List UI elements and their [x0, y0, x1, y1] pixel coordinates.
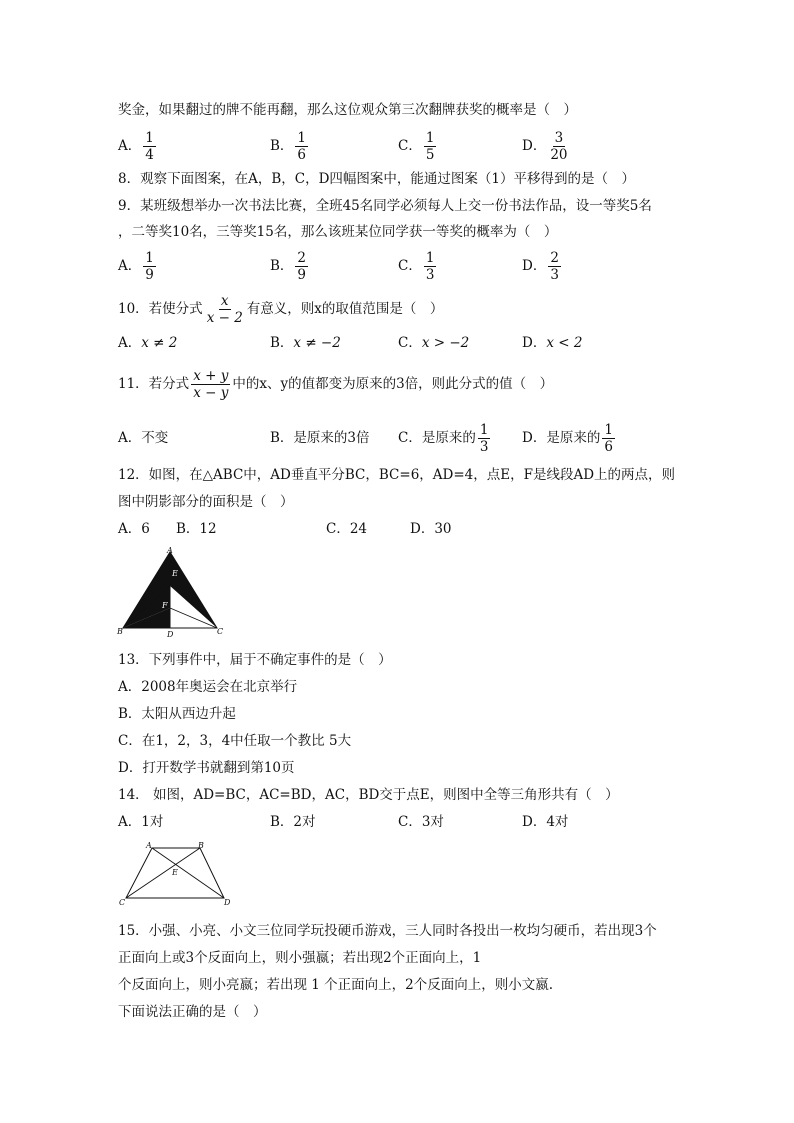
q10-option-c[interactable]: C．x > −2 [398, 335, 470, 351]
q9-option-d[interactable]: D． $\frac{2}{3}$ [522, 249, 559, 283]
q14-line1: 14． 如图，AD=BC，AC=BD，AC，BD交于点E，则图中全等三角形共有（ ） [118, 787, 619, 803]
fraction: $\frac{x}{x - 2}$ [206, 292, 243, 326]
label-c: C [119, 898, 126, 906]
q15-line4: 下面说法正确的是（ ） [118, 1004, 267, 1020]
label-d: D [167, 630, 174, 638]
q13-option-c[interactable]: C．在1，2，3，4中任取一个教比 5大 [118, 733, 352, 749]
q9-line2: ，二等奖10名，三等奖15名，那么该班某位同学获一等奖的概率为（ ） [118, 224, 558, 240]
q9-option-a[interactable]: A． $\frac{1}{9}$ [118, 249, 154, 283]
q7-option-c[interactable]: C． $\frac{1}{5}$ [398, 129, 435, 163]
q14-option-b[interactable]: B．2对 [270, 814, 316, 830]
q8-line1: 8．观察下面图案，在A，B，C，D四幅图案中，能通过图案（1）平移得到的是（ ） [118, 171, 636, 187]
q12-triangle-figure [116, 546, 224, 638]
q11-option-d[interactable]: D．是原来的 $\frac{1}{6}$ [522, 421, 613, 455]
q14-option-a[interactable]: A．1对 [118, 814, 164, 830]
label-a: A [146, 841, 152, 850]
label-e: E [172, 569, 178, 578]
q7-option-a[interactable]: A． $\frac{1}{4}$ [118, 129, 154, 163]
q10-option-d[interactable]: D．x < 2 [522, 335, 583, 351]
q7-option-d[interactable]: D． $\frac{3}{20}$ [522, 129, 568, 163]
q15-line2: 正面向上或3个反面向上，则小强嬴；若出现2个正面向上，1 [118, 950, 482, 966]
q7-line1: 奖金，如果翻过的牌不能再翻，那么这位观众第三次翻牌获奖的概率是（ ） [118, 102, 577, 118]
q15-line1: 15．小强、小亮、小文三位同学玩投硬币游戏，三人同时各投出一枚均匀硬币，若出现3个 [118, 923, 657, 939]
q12-line1: 12．如图，在△ABC中，AD垂直平分BC，BC=6，AD=4，点E，F是线段AD上的两点，则 [118, 467, 676, 483]
label-b: B [198, 841, 204, 850]
q14-option-c[interactable]: C．3对 [398, 814, 444, 830]
q12-line2: 图中阴影部分的面积是（ ） [118, 494, 294, 510]
fraction: $\frac{1}{5}$ [425, 129, 435, 163]
fraction: $\frac{x + y}{x - y}$ [193, 367, 229, 401]
fraction: $\frac{3}{20}$ [550, 129, 568, 163]
label-b: B [117, 627, 123, 636]
label-e: E [172, 868, 178, 877]
q11-option-b[interactable]: B．是原来的3倍 [270, 430, 370, 446]
q11-option-c[interactable]: C．是原来的 $\frac{1}{3}$ [398, 421, 489, 455]
q9-option-c[interactable]: C． $\frac{1}{3}$ [398, 249, 435, 283]
label-c: C [217, 627, 224, 636]
q13-option-b[interactable]: B．太阳从西边升起 [118, 706, 236, 722]
q9-option-b[interactable]: B． $\frac{2}{9}$ [270, 249, 307, 283]
q15-line3: 个反面向上，则小亮嬴；若出现 1 个正面向上，2个反面向上，则小文嬴. [118, 977, 554, 993]
q13-option-a[interactable]: A．2008年奥运会在北京举行 [118, 679, 298, 695]
q14-trapezoid-figure [116, 840, 234, 906]
fraction: $\frac{1}{3}$ [425, 249, 435, 283]
q10-option-b[interactable]: B．x ≠ −2 [270, 335, 341, 351]
label-f: F [162, 601, 168, 610]
fraction: $\frac{1}{6}$ [604, 421, 613, 455]
q12-option-a[interactable]: A．6 [118, 521, 150, 537]
q11-option-a[interactable]: A．不变 [118, 430, 169, 446]
fraction: $\frac{2}{9}$ [297, 249, 307, 283]
label-a: A [167, 546, 173, 555]
q12-option-b[interactable]: B．12 [176, 521, 217, 537]
q13-option-d[interactable]: D．打开数学书就翻到第10页 [118, 760, 295, 776]
q12-option-c[interactable]: C．24 [326, 521, 368, 537]
q13-line1: 13．下列事件中，届于不确定事件的是（ ） [118, 652, 392, 668]
q14-option-d[interactable]: D．4对 [522, 814, 569, 830]
fraction: $\frac{1}{9}$ [145, 249, 154, 283]
fraction: $\frac{1}{3}$ [479, 421, 489, 455]
fraction: $\frac{2}{3}$ [550, 249, 559, 283]
q10-option-a[interactable]: A．x ≠ 2 [118, 335, 178, 351]
q9-line1: 9．某班级想举办一次书法比赛，全班45名同学必须每人上交一份书法作品，设一等奖5名 [118, 198, 652, 214]
fraction: $\frac{1}{6}$ [297, 129, 307, 163]
q12-option-d[interactable]: D．30 [410, 521, 452, 537]
q7-option-b[interactable]: B． $\frac{1}{6}$ [270, 129, 307, 163]
label-d: D [224, 898, 231, 906]
fraction: $\frac{1}{4}$ [145, 129, 154, 163]
